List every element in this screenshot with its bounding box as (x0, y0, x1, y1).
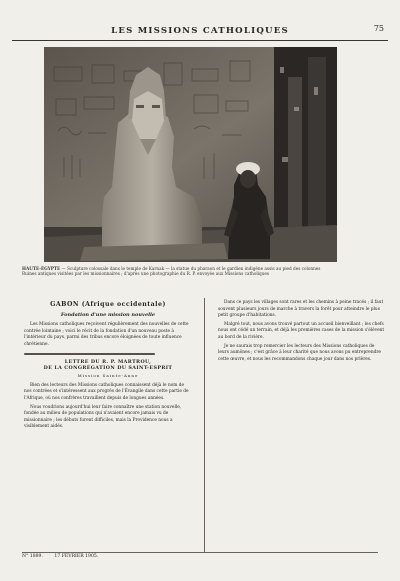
caption-line: HAUTE-ÉGYPTE — Sculpture colossale dans le temple de Karnak — la statue du pharaon et le gardien indigène assis au pied des colonnes (22, 266, 321, 271)
body-paragraph: Dans ce pays les villages sont rares et les chemins à peine tracés ; il faut souvent plusieurs jours de marche à travers la forêt pour atteindre le plus petit groupe d'habitations. (218, 300, 384, 319)
intro-paragraph: Les Missions catholiques reçoivent régulièrement des nouvelles de cette contrée lointaine ; voici le récit de la fondation d'un nouveau poste à l'intérieur du pays, parmi des tribus encore éloignées de toute influence chrétienne. (24, 322, 189, 347)
section-title: GABON (Afrique occidentale) (50, 301, 166, 308)
column-divider (204, 298, 205, 552)
photo-caption (22, 266, 380, 276)
footer-rule (22, 552, 378, 553)
letter-location: Mission Sainte-Anne (77, 373, 139, 379)
caption-tag: HAUTE-ÉGYPTE (22, 266, 61, 271)
letter-heading: LETTRE DU R. P. MARTROU, DE LA CONGRÉGATION DU SAINT-ESPRIT (43, 359, 173, 372)
separator-rule (24, 353, 155, 356)
issue-date: 17 FÉVRIER 1905. (54, 554, 99, 559)
caption-line-2: Ruines antiques visitées par les missionnaires ; d'après une photographie du R. P. envoyée aux Missions catholiques (22, 271, 270, 277)
issue-number: N° 1889. (22, 554, 43, 559)
page-header-title: LES MISSIONS CATHOLIQUES (111, 26, 289, 36)
body-paragraph: Bien des lecteurs des Missions catholiques connaissent déjà le nom de nos contrées et s'intéressent aux progrès de l'Évangile dans cette partie de l'Afrique, où nos confrères travaillent depuis de longues années. (24, 382, 189, 401)
header-rule (12, 40, 388, 41)
article-left-column (24, 300, 192, 431)
temple-photograph (44, 47, 337, 262)
body-paragraph: Je ne saurais trop remercier les lecteurs des Missions catholiques de leurs aumônes ; c'est grâce à leur charité que nous avons pu entreprendre cette œuvre, et nous les recommandons chaque jour dans nos prières. (218, 343, 381, 362)
body-paragraph: Malgré tout, nous avons trouvé partout un accueil bienveillant ; les chefs nous ont cédé un terrain, et déjà les premières cases de la mission s'élèvent au bord de la rivière. (218, 321, 385, 340)
page-footer (22, 554, 378, 559)
body-paragraph: Nous voudrions aujourd'hui leur faire connaître une station nouvelle, fondée au milieu de populations qui n'avaient encore jamais vu de missionnaire ; les débuts furent difficiles, mais la Providence nous a visiblement aidés. (24, 404, 182, 430)
section-subtitle: Fondation d'une mission nouvelle (60, 311, 156, 318)
page-header (12, 26, 388, 40)
caption-line-1: Sculpture colossale dans le temple de Karnak — la statue du pharaon et le gardien indigène assis au pied des colonnes (67, 266, 321, 271)
article-right-column (218, 300, 386, 363)
photograph-illustration (44, 47, 337, 262)
page-number: 75 (373, 24, 384, 33)
